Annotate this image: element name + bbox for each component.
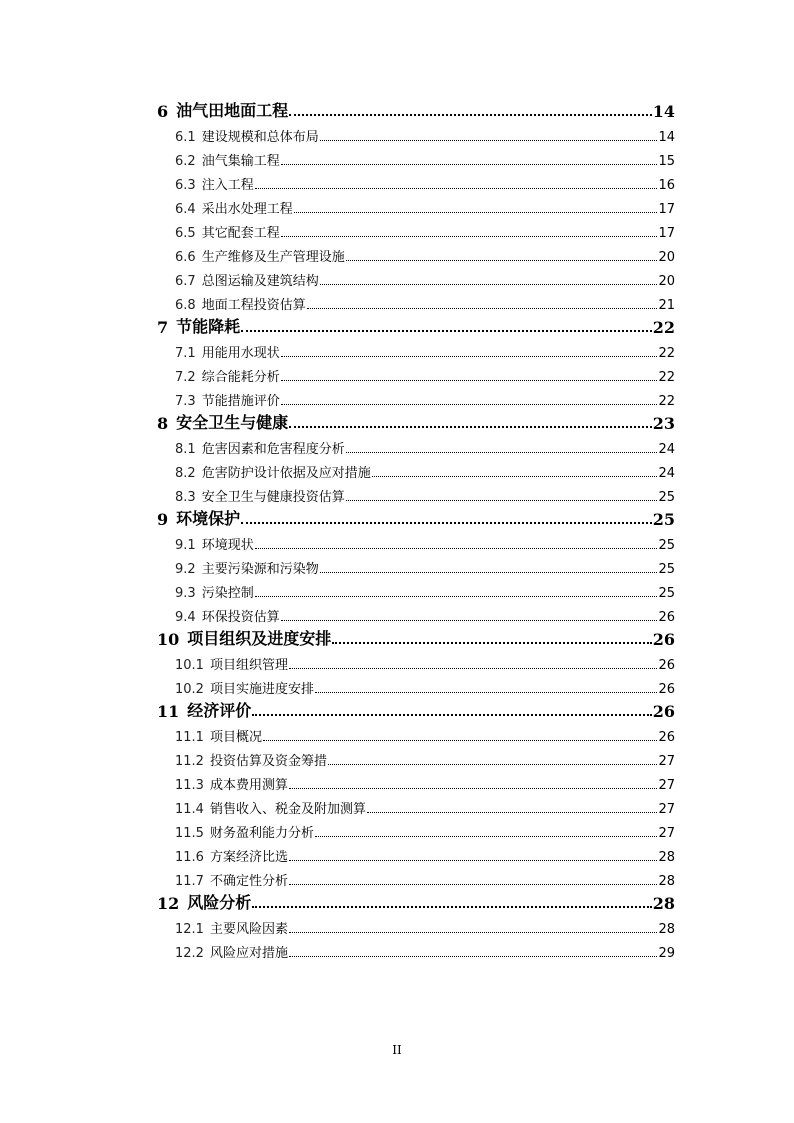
toc-section-entry[interactable] [157, 553, 675, 577]
toc-entry-number: 8.3 [175, 490, 196, 505]
toc-section-entry[interactable] [157, 865, 675, 889]
dot-leader [315, 692, 657, 693]
toc-entry-number: 12.2 [175, 946, 204, 961]
toc-section-entry[interactable] [157, 913, 675, 937]
toc-section-entry[interactable] [157, 457, 675, 481]
dot-leader [255, 596, 658, 597]
toc-section-entry[interactable] [157, 817, 675, 841]
toc-entry-title: 项目组织管理 [209, 658, 288, 673]
toc-chapter-entry[interactable] [157, 505, 675, 529]
toc-entry-title: 总图运输及建筑结构 [201, 274, 319, 289]
toc-entry-number: 9.1 [175, 538, 196, 553]
toc-entry-title: 主要风险因素 [209, 922, 288, 937]
toc-entry-page-number: 27 [658, 778, 675, 793]
toc-entry-number: 12 [157, 894, 180, 913]
toc-section-entry[interactable] [157, 217, 675, 241]
toc-entry-title: 其它配套工程 [201, 226, 280, 241]
toc-section-entry[interactable] [157, 289, 675, 313]
toc-chapter-entry[interactable] [157, 409, 675, 433]
toc-entry-page-number: 17 [658, 202, 675, 217]
dot-leader [289, 114, 652, 116]
toc-entry-number: 9 [157, 510, 169, 529]
toc-entry-number: 11.7 [175, 874, 204, 889]
toc-entry-title: 油气田地面工程 [176, 101, 289, 120]
toc-entry-number: 11 [157, 702, 180, 721]
toc-entry-number: 7 [157, 318, 169, 337]
toc-entry-number: 8.1 [175, 442, 196, 457]
toc-entry-title: 风险分析 [187, 893, 252, 912]
toc-entry-page-number: 16 [658, 178, 675, 193]
toc-entry-title: 建设规模和总体布局 [201, 130, 319, 145]
toc-entry-title: 环保投资估算 [201, 610, 280, 625]
table-of-contents [157, 97, 675, 961]
dot-leader [315, 836, 657, 837]
toc-entry-number: 6.5 [175, 226, 196, 241]
toc-section-entry[interactable] [157, 937, 675, 961]
toc-entry-page-number: 21 [658, 298, 675, 313]
dot-leader [289, 884, 657, 885]
toc-entry-page-number: 24 [658, 466, 675, 481]
toc-entry-page-number: 24 [658, 442, 675, 457]
toc-section-entry[interactable] [157, 145, 675, 169]
toc-section-entry[interactable] [157, 241, 675, 265]
toc-entry-page-number: 25 [658, 490, 675, 505]
toc-entry-number: 7.1 [175, 346, 196, 361]
toc-entry-page-number: 26 [658, 730, 675, 745]
dot-leader [372, 476, 658, 477]
toc-section-entry[interactable] [157, 793, 675, 817]
toc-entry-number: 9.3 [175, 586, 196, 601]
toc-chapter-entry[interactable] [157, 625, 675, 649]
toc-entry-number: 6.3 [175, 178, 196, 193]
toc-entry-number: 9.2 [175, 562, 196, 577]
toc-entry-number: 8 [157, 414, 169, 433]
toc-entry-title: 销售收入、税金及附加测算 [209, 802, 366, 817]
toc-entry-page-number: 25 [658, 538, 675, 553]
toc-entry-title: 采出水处理工程 [201, 202, 293, 217]
dot-leader [281, 164, 658, 165]
toc-entry-page-number: 28 [658, 850, 675, 865]
toc-chapter-entry[interactable] [157, 697, 675, 721]
dot-leader [307, 308, 658, 309]
toc-entry-title: 项目实施进度安排 [209, 682, 314, 697]
toc-entry-number: 6.8 [175, 298, 196, 313]
toc-entry-title: 环境现状 [201, 538, 254, 553]
toc-entry-title: 综合能耗分析 [201, 370, 280, 385]
toc-entry-page-number: 26 [658, 658, 675, 673]
toc-entry-page-number: 22 [652, 318, 675, 337]
toc-section-entry[interactable] [157, 361, 675, 385]
toc-entry-number: 6.2 [175, 154, 196, 169]
toc-entry-title: 环境保护 [176, 509, 241, 528]
toc-entry-title: 用能用水现状 [201, 346, 280, 361]
dot-leader [367, 812, 657, 813]
toc-entry-page-number: 27 [658, 826, 675, 841]
toc-entry-title: 方案经济比选 [209, 850, 288, 865]
toc-entry-page-number: 26 [658, 610, 675, 625]
toc-entry-title: 不确定性分析 [209, 874, 288, 889]
toc-section-entry[interactable] [157, 433, 675, 457]
toc-entry-number: 7.3 [175, 394, 196, 409]
toc-entry-page-number: 29 [658, 946, 675, 961]
toc-entry-page-number: 22 [658, 346, 675, 361]
toc-section-entry[interactable] [157, 481, 675, 505]
dot-leader [255, 188, 658, 189]
dot-leader [320, 284, 658, 285]
toc-entry-title: 安全卫生与健康 [176, 413, 289, 432]
toc-entry-page-number: 25 [652, 510, 675, 529]
toc-entry-title: 注入工程 [201, 178, 254, 193]
toc-entry-page-number: 26 [658, 682, 675, 697]
toc-entry-title: 经济评价 [187, 701, 252, 720]
dot-leader [346, 452, 658, 453]
dot-leader [241, 330, 652, 332]
toc-entry-title: 主要污染源和污染物 [201, 562, 319, 577]
toc-entry-number: 9.4 [175, 610, 196, 625]
toc-chapter-entry[interactable] [157, 97, 675, 121]
toc-section-entry[interactable] [157, 601, 675, 625]
dot-leader [346, 260, 658, 261]
toc-entry-page-number: 28 [658, 874, 675, 889]
dot-leader [289, 956, 657, 957]
page-number-footer: II [392, 1043, 402, 1057]
dot-leader [289, 668, 657, 669]
dot-leader [332, 642, 651, 644]
toc-entry-page-number: 23 [652, 414, 675, 433]
toc-section-entry[interactable] [157, 649, 675, 673]
toc-section-entry[interactable] [157, 265, 675, 289]
toc-entry-number: 11.4 [175, 802, 204, 817]
toc-entry-page-number: 14 [658, 130, 675, 145]
toc-entry-page-number: 22 [658, 394, 675, 409]
toc-entry-title: 节能措施评价 [201, 394, 280, 409]
toc-chapter-entry[interactable] [157, 889, 675, 913]
dot-leader [320, 572, 658, 573]
toc-entry-page-number: 15 [658, 154, 675, 169]
dot-leader [241, 522, 652, 524]
toc-section-entry[interactable] [157, 769, 675, 793]
toc-entry-number: 11.2 [175, 754, 204, 769]
toc-entry-number: 11.6 [175, 850, 204, 865]
toc-entry-page-number: 26 [652, 630, 675, 649]
toc-entry-page-number: 17 [658, 226, 675, 241]
toc-entry-title: 风险应对措施 [209, 946, 288, 961]
toc-section-entry[interactable] [157, 841, 675, 865]
dot-leader [289, 932, 657, 933]
toc-entry-number: 6.7 [175, 274, 196, 289]
toc-entry-title: 项目概况 [209, 730, 262, 745]
toc-entry-title: 成本费用测算 [209, 778, 288, 793]
toc-entry-number: 10.2 [175, 682, 204, 697]
dot-leader [289, 860, 657, 861]
toc-entry-number: 6.4 [175, 202, 196, 217]
toc-entry-page-number: 14 [652, 102, 675, 121]
dot-leader [281, 236, 658, 237]
toc-entry-number: 11.1 [175, 730, 204, 745]
toc-entry-title: 节能降耗 [176, 317, 241, 336]
toc-entry-number: 7.2 [175, 370, 196, 385]
toc-entry-page-number: 26 [652, 702, 675, 721]
toc-entry-page-number: 25 [658, 562, 675, 577]
toc-entry-title: 生产维修及生产管理设施 [201, 250, 345, 265]
toc-section-entry[interactable] [157, 169, 675, 193]
toc-entry-number: 12.1 [175, 922, 204, 937]
toc-entry-number: 11.3 [175, 778, 204, 793]
toc-entry-title: 财务盈利能力分析 [209, 826, 314, 841]
dot-leader [328, 764, 657, 765]
toc-entry-title: 安全卫生与健康投资估算 [201, 490, 345, 505]
toc-entry-title: 油气集输工程 [201, 154, 280, 169]
toc-entry-page-number: 25 [658, 586, 675, 601]
toc-entry-title: 项目组织及进度安排 [187, 629, 332, 648]
toc-entry-number: 8.2 [175, 466, 196, 481]
toc-entry-title: 危害防护设计依据及应对措施 [201, 466, 371, 481]
toc-section-entry[interactable] [157, 577, 675, 601]
toc-entry-page-number: 28 [658, 922, 675, 937]
toc-section-entry[interactable] [157, 121, 675, 145]
dot-leader [346, 500, 658, 501]
toc-entry-number: 6 [157, 102, 169, 121]
toc-entry-title: 投资估算及资金筹措 [209, 754, 327, 769]
toc-entry-page-number: 27 [658, 754, 675, 769]
toc-entry-page-number: 22 [658, 370, 675, 385]
toc-section-entry[interactable] [157, 193, 675, 217]
dot-leader [289, 788, 657, 789]
toc-section-entry[interactable] [157, 385, 675, 409]
toc-entry-title: 地面工程投资估算 [201, 298, 306, 313]
toc-section-entry[interactable] [157, 673, 675, 697]
dot-leader [294, 212, 658, 213]
toc-section-entry[interactable] [157, 745, 675, 769]
toc-entry-title: 危害因素和危害程度分析 [201, 442, 345, 457]
toc-entry-number: 6.1 [175, 130, 196, 145]
toc-chapter-entry[interactable] [157, 313, 675, 337]
toc-entry-title: 污染控制 [201, 586, 254, 601]
toc-section-entry[interactable] [157, 337, 675, 361]
toc-entry-page-number: 27 [658, 802, 675, 817]
dot-leader [281, 620, 658, 621]
dot-leader [255, 548, 658, 549]
dot-leader [252, 714, 651, 716]
toc-entry-page-number: 28 [652, 894, 675, 913]
dot-leader [281, 404, 658, 405]
toc-entry-number: 10.1 [175, 658, 204, 673]
dot-leader [281, 356, 658, 357]
toc-section-entry[interactable] [157, 529, 675, 553]
toc-entry-number: 10 [157, 630, 180, 649]
dot-leader [263, 740, 657, 741]
dot-leader [252, 906, 651, 908]
dot-leader [289, 426, 652, 428]
toc-entry-page-number: 20 [658, 250, 675, 265]
toc-entry-number: 11.5 [175, 826, 204, 841]
dot-leader [320, 140, 658, 141]
toc-entry-number: 6.6 [175, 250, 196, 265]
dot-leader [281, 380, 658, 381]
toc-entry-page-number: 20 [658, 274, 675, 289]
toc-section-entry[interactable] [157, 721, 675, 745]
